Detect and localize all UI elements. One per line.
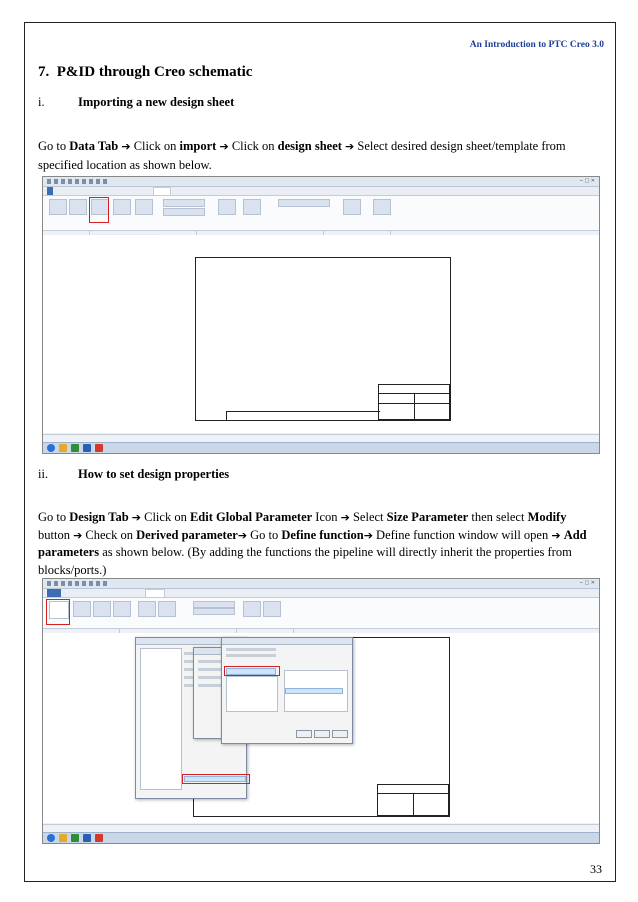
- quick-access-toolbar: [47, 179, 107, 184]
- ribbon-tabs: [43, 187, 599, 196]
- text: Select: [349, 510, 387, 524]
- ribbon-panel: [43, 196, 599, 231]
- bold-term: Design Tab: [69, 510, 129, 524]
- ribbon-button: [163, 199, 205, 207]
- tab-file: [47, 589, 61, 597]
- start-icon: [47, 834, 55, 842]
- parameter-list-selection: [285, 688, 343, 694]
- highlight-import: [89, 197, 109, 223]
- arrow-icon: ➔: [121, 140, 131, 153]
- app-icon: [83, 444, 91, 452]
- bold-term: Define function: [281, 527, 364, 542]
- ribbon-button: [193, 601, 235, 608]
- ribbon-button: [373, 199, 391, 215]
- text: Go to: [38, 510, 70, 524]
- ribbon-button: [218, 199, 236, 215]
- tab: [63, 589, 87, 597]
- dialog-titlebar: [222, 638, 352, 645]
- text: Click on: [141, 510, 190, 524]
- ribbon-button: [113, 199, 131, 215]
- ribbon-tabs: [43, 589, 599, 598]
- tab: [167, 589, 191, 597]
- title-block-line: [414, 393, 415, 419]
- screenshot-design-properties: [42, 578, 600, 844]
- start-icon: [47, 444, 55, 452]
- tab-design: [145, 589, 165, 597]
- subsection-title: How to set design properties: [78, 467, 230, 481]
- text: then select: [468, 510, 528, 524]
- bold-term: import: [179, 139, 217, 153]
- bold-term: Size Parameter: [386, 510, 469, 524]
- bold-term: Data Tab: [69, 139, 119, 153]
- tab-data: [153, 187, 171, 195]
- text: Select desired design sheet/template from specified location as shown below.: [38, 139, 566, 172]
- title-block: [378, 384, 450, 420]
- bold-term: Edit Global Parameter: [189, 510, 313, 524]
- function-list: [226, 676, 278, 712]
- ribbon-panel: [43, 598, 599, 629]
- tab: [109, 589, 125, 597]
- ribbon-button: [278, 199, 330, 207]
- text: Icon: [312, 510, 341, 524]
- revision-table-line: [226, 412, 227, 420]
- subsection-number: i.: [38, 95, 45, 109]
- ribbon-button: [73, 601, 91, 617]
- bold-term: Modify: [527, 510, 567, 524]
- title-block-line: [413, 793, 414, 815]
- parameter-tree: [140, 648, 182, 790]
- revision-table-line: [226, 411, 380, 412]
- field-row: [226, 654, 276, 657]
- ribbon-button: [138, 601, 156, 617]
- ribbon-button: [243, 601, 261, 617]
- tab-design: [209, 187, 227, 195]
- ribbon-button: [263, 601, 281, 617]
- subsection-number: ii.: [38, 467, 49, 481]
- ribbon-button: [93, 601, 111, 617]
- subsection-heading-2: [38, 467, 229, 482]
- cancel-button: [314, 730, 330, 738]
- paragraph-design-properties: [38, 509, 600, 579]
- windows-taskbar: [43, 832, 599, 843]
- tab: [107, 187, 125, 195]
- highlight-edit-global-parameter: [46, 599, 70, 625]
- design-sheet-border: [195, 257, 451, 421]
- window-titlebar: [43, 177, 599, 187]
- ribbon-button: [69, 199, 87, 215]
- apply-button: [332, 730, 348, 738]
- bold-term: Add parameters: [38, 527, 587, 559]
- paragraph-import-steps: [38, 137, 598, 175]
- arrow-icon: ➔: [131, 511, 141, 524]
- screenshot-import-design-sheet: [42, 176, 600, 454]
- quick-access-toolbar: [47, 581, 107, 586]
- ribbon-button: [163, 208, 205, 216]
- tab: [127, 589, 143, 597]
- bold-term: design sheet: [277, 139, 342, 153]
- app-icon: [59, 834, 67, 842]
- tab: [127, 187, 151, 195]
- arrow-icon: ➔: [363, 528, 373, 542]
- title-block: [377, 784, 449, 816]
- tab: [173, 187, 189, 195]
- drawing-canvas: [43, 235, 599, 433]
- app-icon: [59, 444, 67, 452]
- text: Go to: [38, 139, 70, 153]
- window-controls-icon: ─ □ ✕: [579, 580, 595, 586]
- tab-file: [47, 187, 53, 195]
- ribbon-button: [113, 601, 131, 617]
- ribbon-button: [193, 608, 235, 615]
- highlight-derived-parameter: [224, 666, 280, 676]
- text: Go to: [247, 527, 282, 542]
- arrow-icon: ➔: [219, 140, 229, 153]
- ribbon-button: [49, 199, 67, 215]
- text: Define function window will open: [372, 527, 552, 542]
- ribbon-button: [158, 601, 176, 617]
- text: Click on: [228, 139, 278, 153]
- app-icon: [71, 834, 79, 842]
- text: Click on: [130, 139, 180, 153]
- tab: [55, 187, 79, 195]
- ribbon-button: [135, 199, 153, 215]
- bold-term: Derived parameter: [136, 527, 238, 542]
- windows-taskbar: [43, 442, 599, 453]
- page-number: 33: [590, 862, 602, 876]
- section-heading: [38, 64, 252, 81]
- app-icon: [71, 444, 79, 452]
- window-controls-icon: ─ □ ✕: [579, 178, 595, 184]
- subsection-title: Importing a new design sheet: [78, 95, 235, 109]
- drawing-canvas: [43, 633, 599, 823]
- ribbon-button: [343, 199, 361, 215]
- subsection-heading-1: [38, 95, 234, 110]
- window-titlebar: [43, 579, 599, 589]
- tab: [81, 187, 105, 195]
- arrow-icon: ➔: [340, 511, 350, 524]
- arrow-icon: ➔: [237, 528, 248, 542]
- section-title: P&ID through Creo schematic: [56, 64, 253, 80]
- highlight-size-parameter: [182, 774, 250, 784]
- tab: [89, 589, 107, 597]
- define-function-dialog: [221, 637, 353, 744]
- tab: [191, 187, 207, 195]
- app-icon: [95, 444, 103, 452]
- text: as shown below. (By adding the functions the pipeline will directly inherit the properties from blocks/ports.): [38, 545, 572, 577]
- arrow-icon: ➔: [73, 528, 83, 542]
- arrow-icon: ➔: [345, 140, 355, 153]
- ok-button: [296, 730, 312, 738]
- app-icon: [83, 834, 91, 842]
- ribbon-button: [243, 199, 261, 215]
- running-header: An Introduction to PTC Creo 3.0: [469, 40, 604, 50]
- text: Check on: [82, 527, 137, 542]
- section-number: 7.: [38, 64, 50, 80]
- field-row: [226, 648, 276, 651]
- text: button: [38, 527, 74, 542]
- app-icon: [95, 834, 103, 842]
- arrow-icon: ➔: [551, 528, 561, 542]
